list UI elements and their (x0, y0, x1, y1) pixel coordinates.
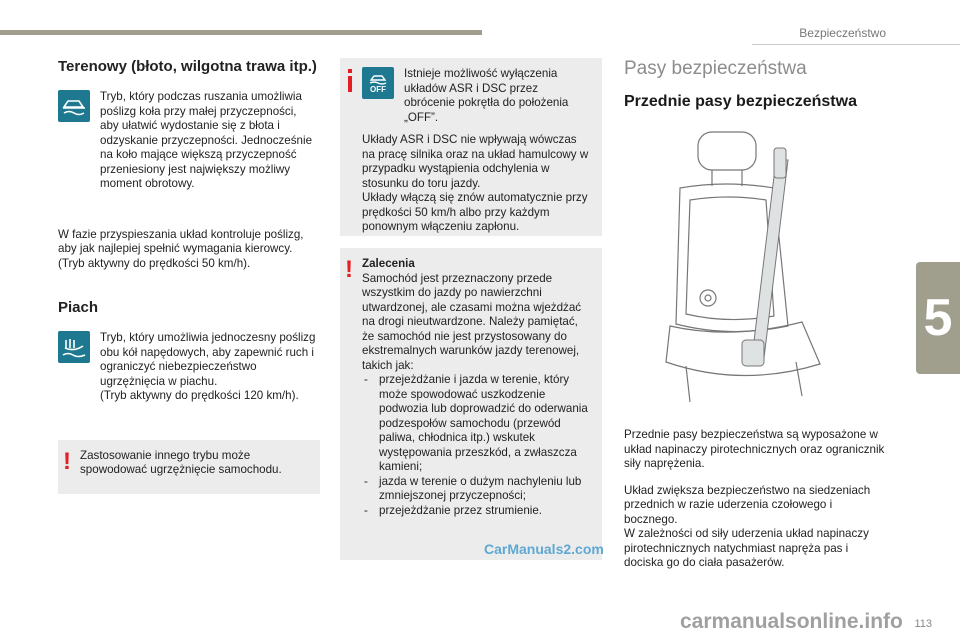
seat-belt-illustration (624, 126, 888, 408)
belt-text-3: W zależności od siły uderzenia układ napinaczy pirotechnicznych natychmiast napręża pas i dociska go do ciała pasażerów. (624, 527, 869, 569)
list-item: - jazda w terenie o dużym nachyleniu lub zmniejszonej przyczepności; (362, 475, 592, 504)
sand-mode-row (58, 331, 320, 404)
recommendations-text: Samochód jest przeznaczony przede wszystkim do jazdy po nawierzchni utwardzonej, ale czasami można wjeżdżać na drogi nieutwardzone. Należy pamiętać, że samochód nie jest przystosowany do ekstremalnych warunków jazdy terenowej, takich jak: (362, 271, 582, 372)
list-item: - przejeżdżanie i jazda w terenie, który może spowodować uszkodzenie podwozia lub doprowadzić do oderwania podzespołów samochodu (przewód paliwa, chłodnica itp.) wskutek występowania przeszkód, a zwłaszcza kamieni; (362, 373, 592, 475)
header-bar (0, 30, 482, 35)
column-2 (340, 58, 602, 560)
section-title: Bezpieczeństwo (799, 26, 886, 40)
recommendations-list (362, 373, 592, 518)
section-subtitle: Przednie pasy bezpieczeństwa (624, 93, 857, 110)
info-lead-text: Istnieje możliwość wyłączenia układów ASR i DSC przez obrócenie pokrętła do położenia „OFF”. (404, 67, 569, 124)
chapter-number: 5 (923, 289, 953, 347)
sand-mode-text: Tryb, który umożliwia jednoczesny poślizg obu kół napędowych, aby zapewnić ruch i ograniczyć niebezpieczeństwo ugrzężnięcia w piachu. (100, 331, 316, 388)
off-row (362, 67, 592, 125)
sand-mode-icon (58, 331, 90, 363)
page-title: Pasy bezpieczeństwa (624, 58, 807, 79)
sand-speed-text: (Tryb aktywny do prędkości 120 km/h). (100, 389, 299, 402)
column-1 (58, 58, 320, 494)
mud-mode-icon (58, 90, 90, 122)
mud-mode-text: Tryb, który podczas ruszania umożliwia poślizg koła przy małej przyczepności, aby ułatwić wydostanie się z błota i odzyskanie przyczepności. Jednocześnie na koło mające większą przyczepność przeniesiony jest największy możliwy moment obrotowy. (100, 90, 313, 190)
column-3 (624, 58, 888, 571)
warning-icon: ! (345, 256, 353, 283)
info-text-1: Układy ASR i DSC nie wpływają wówczas na pracę silnika oraz na układ hamulcowy w przypadku wystąpienia odchylenia w stosunku do toru jazdy. (362, 133, 589, 190)
header-rule (752, 44, 960, 45)
recommendations-box (340, 248, 602, 560)
sand-mode-body (100, 331, 318, 404)
list-item: - przejeżdżanie przez strumienie. (362, 504, 592, 519)
belt-text-2: Układ zwiększa bezpieczeństwo na siedzeniach przednich w razie uderzenia czołowego i bocznego. (624, 483, 871, 526)
sand-mode-title: Piach (58, 299, 99, 316)
seat-illustration (646, 126, 866, 408)
recommendations-title: Zalecenia (362, 257, 415, 270)
site-watermark[interactable]: carmanualsonline.info (680, 610, 903, 633)
belt-text-1: Przednie pasy bezpieczeństwa są wyposażone w układ napinaczy pirotechnicznych oraz ogranicznik siły naprężenia. (624, 428, 885, 470)
mud-accel-text: W fazie przyspieszania układ kontroluje poślizg, aby jak najlepiej spełnić wymagania kierowcy. (58, 227, 304, 255)
mud-speed-text: (Tryb aktywny do prędkości 50 km/h). (58, 256, 251, 270)
sand-warning-box (58, 440, 320, 494)
sand-warning-text: Zastosowanie innego trybu może spowodować ugrzężnięcie samochodu. (80, 448, 282, 476)
esp-off-icon (362, 67, 394, 99)
watermark-link[interactable]: CarManuals2.com (484, 541, 604, 557)
mud-mode-row (58, 90, 320, 192)
esp-off-label: OFF (370, 84, 386, 94)
chapter-tab[interactable] (916, 262, 960, 374)
mud-mode-title: Terenowy (błoto, wilgotna trawa itp.) (58, 58, 317, 75)
warning-icon: ! (63, 447, 71, 475)
info-text-2: Układy włączą się znów automatycznie przy prędkości 50 km/h albo przy każdym ponownym włączeniu zapłonu. (362, 191, 588, 233)
page-number: 113 (914, 618, 932, 630)
info-box (340, 58, 602, 236)
info-icon (348, 76, 352, 92)
